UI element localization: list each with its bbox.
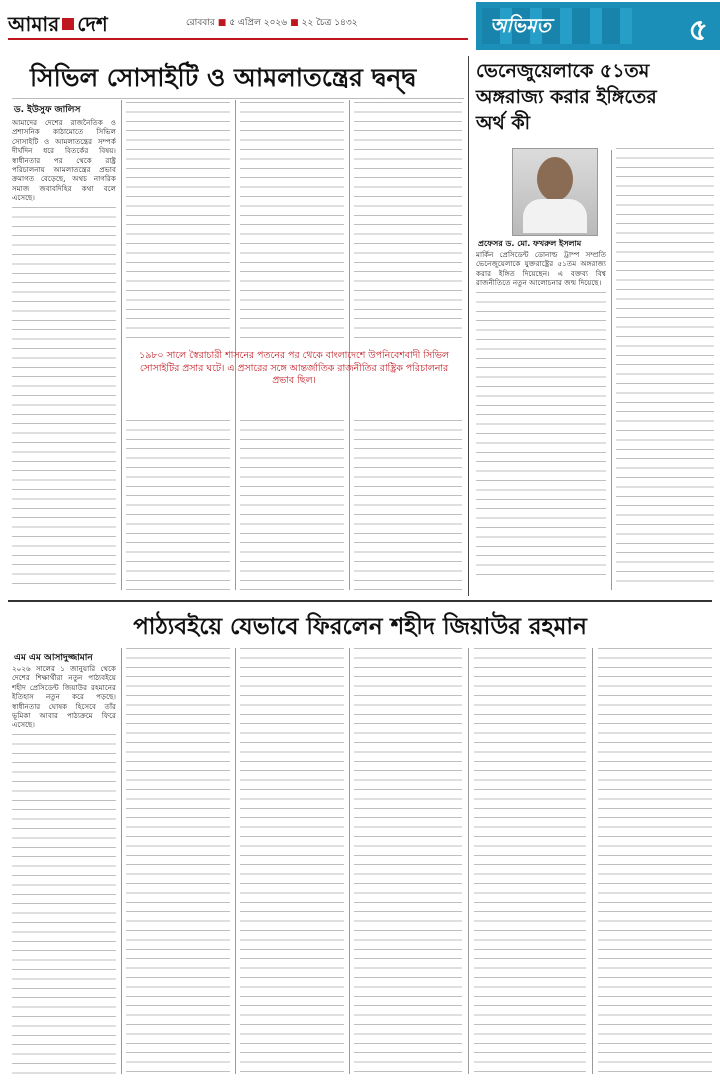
article2-headline-line2: অঙ্গরাজ্য করার ইঙ্গিতের (476, 86, 657, 108)
column-divider (121, 648, 122, 1074)
article1-text-lines (12, 207, 116, 592)
section-band (476, 2, 720, 50)
bottom-section-rule (8, 600, 712, 602)
logo-square-icon (62, 18, 74, 30)
article1-paragraph: আমাদের দেশের রাজনৈতিক ও প্রশাসনিক কাঠামোতে সিভিল সোসাইটি ও আমলাতন্ত্রের সম্পর্ক দীর্ঘদিন ধরে বিতর্কের বিষয়। স্বাধীনতার পর থেকে রাষ্ট্র পরিচালনায় আমলাতন্ত্রের প্রভাব ক্রমাগত বেড়েছে, অথচ নাগরিক সমাজ জবাবদিহির কথা বলে এসেছে। (12, 118, 116, 203)
article3-byline: এম এম আসাদুজ্জামান (14, 653, 93, 663)
paper-name-right: দেশ (77, 12, 108, 36)
author-shirt-icon (523, 199, 587, 233)
article3-column-2 (126, 648, 230, 1074)
article1-column-3 (240, 102, 344, 342)
article3-column-1 (12, 664, 116, 1074)
article3-column-6 (598, 648, 712, 1074)
issue-date-en: ৫ এপ্রিল ২০২৬ (229, 18, 288, 28)
article1-column-2 (126, 102, 230, 342)
column-divider (611, 150, 612, 590)
issue-date: রোববার ■ ৫ এপ্রিল ২০২৬ ■ ২২ চৈত্র ১৪৩২ (186, 18, 358, 28)
section-divider (468, 56, 469, 596)
article2-paragraph: মার্কিন প্রেসিডেন্ট ডোনাল্ড ট্রাম্প সম্প্রতি ভেনেজুয়েলাকে যুক্তরাষ্ট্রের ৫১তম অঙ্গরাজ্য করার ইঙ্গিত দিয়েছেন। এ বক্তব্য বিশ্ব রাজনীতিতে নতুন আলোচনার জন্ম দিয়েছে। (476, 250, 606, 288)
article3-headline: পাঠ্যবইয়ে যেভাবে ফিরলেন শহীদ জিয়াউর রহমান (133, 614, 587, 640)
article1-column-4b (354, 420, 462, 590)
article3-column-5 (474, 648, 586, 1074)
article1-column-4 (354, 102, 462, 342)
column-divider (468, 648, 469, 1074)
article1-rule (12, 98, 464, 99)
article3-column-3 (240, 648, 344, 1074)
article1-byline: ড. ইউসুফ জালিস (14, 105, 81, 115)
column-divider (235, 100, 236, 590)
article2-headline (476, 58, 716, 136)
page-number: ৫ (688, 13, 708, 48)
article1-pull-quote: ১৯৮০ সালে স্বৈরাচারী শাসনের পতনের পর থেকে বাংলাদেশে উপনিবেশবাদী সিভিল সোসাইটির প্রসার ঘটে। এ প্রসারের সঙ্গে আন্তর্জাতিক রাজনীতির রাষ্ট্রিক পরিচালনার প্রভাব ছিল। (139, 350, 449, 387)
article2-column-2 (616, 148, 714, 590)
article2-author-caption: প্রফেসর ড. মো. ফখরুল ইসলাম (478, 239, 582, 248)
author-photo (512, 148, 598, 236)
paper-name-left: আমার (8, 12, 60, 36)
article2-column-1 (476, 250, 606, 590)
article2-text-lines (476, 292, 606, 582)
column-divider (121, 100, 122, 590)
article3-column-4 (354, 648, 462, 1074)
issue-day: রোববার (186, 18, 215, 28)
column-divider (349, 648, 350, 1074)
article2-headline-line3: অর্থ কী (476, 112, 531, 134)
article3-text-lines (12, 734, 116, 1074)
article1-column-1 (12, 118, 116, 592)
article1-headline: সিভিল সোসাইটি ও আমলাতন্ত্রের দ্বন্দ্ব (30, 63, 417, 92)
section-title: অভিমত (490, 15, 551, 37)
header-rule (8, 38, 468, 40)
masthead (0, 0, 720, 52)
author-face-icon (537, 157, 573, 201)
article2-headline-line1: ভেনেজুয়েলাকে ৫১তম (476, 60, 650, 82)
column-divider (349, 100, 350, 590)
issue-date-bn: ২২ চৈত্র ১৪৩২ (301, 18, 358, 28)
article1-column-2b (126, 420, 230, 590)
column-divider (235, 648, 236, 1074)
article1-column-3b (240, 420, 344, 590)
column-divider (592, 648, 593, 1074)
article3-paragraph: ২০২৬ সালের ১ জানুয়ারি থেকে দেশের শিক্ষার্থীরা নতুন পাঠ্যবইয়ে শহীদ প্রেসিডেন্ট জিয়াউর রহমানের ইতিহাস নতুন করে পড়ছে। স্বাধীনতার ঘোষক হিসেবে তাঁর ভূমিকা আবার পাঠ্যক্রমে ফিরে এসেছে। (12, 664, 116, 730)
